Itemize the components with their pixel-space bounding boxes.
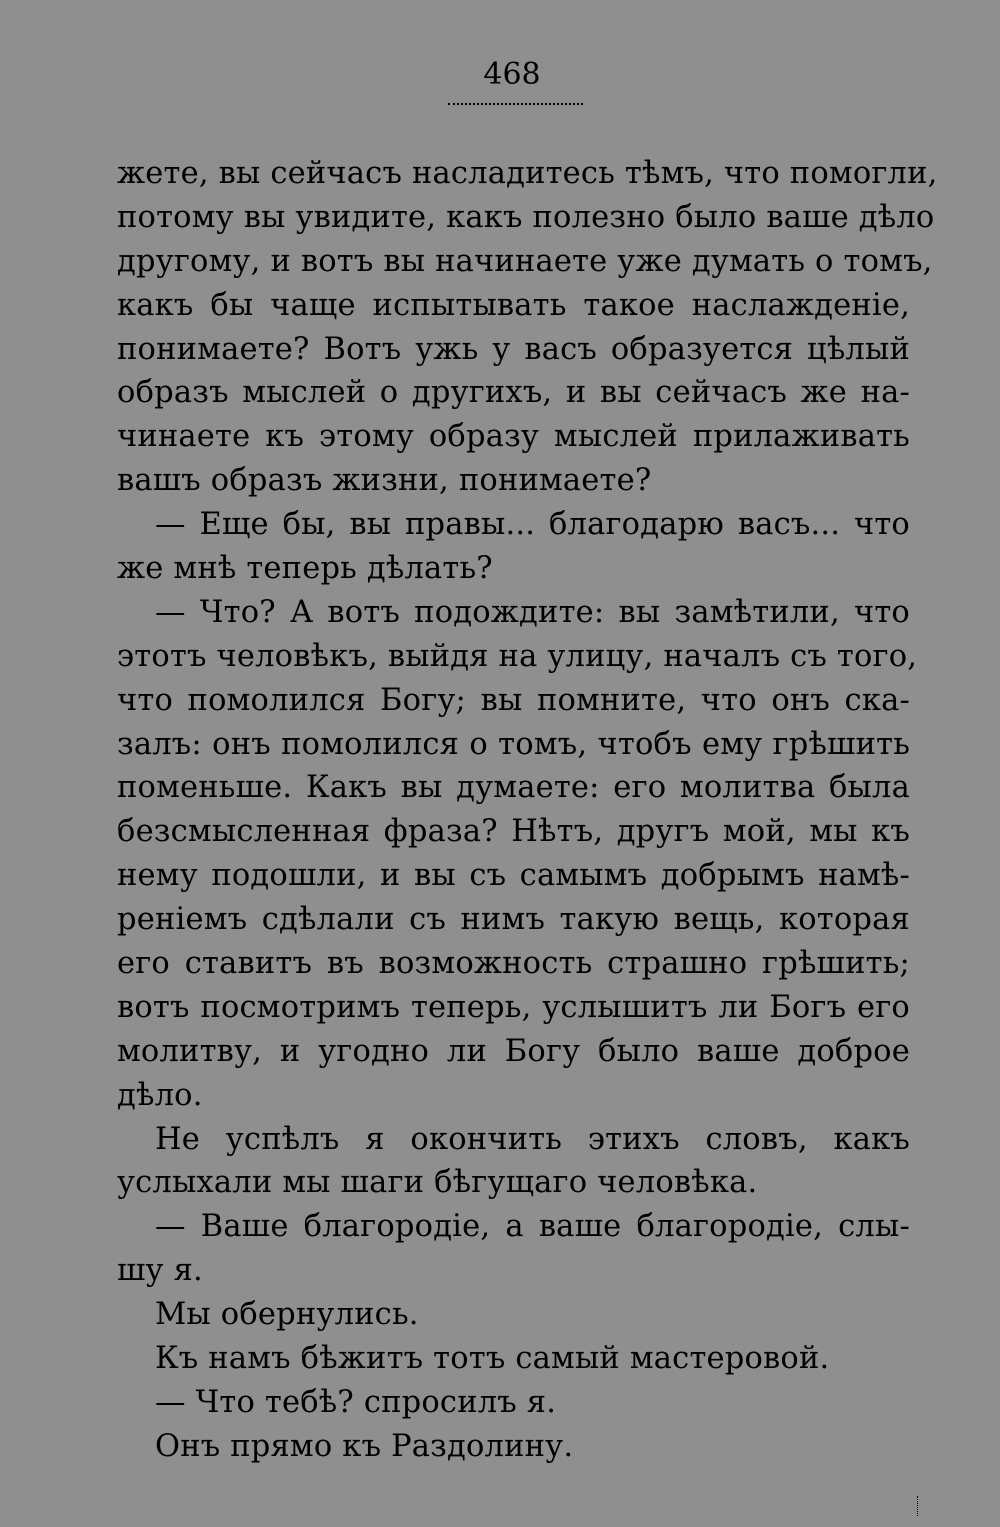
text-line: понимаете? Вотъ ужь у васъ образуется цѣлый xyxy=(117,331,910,367)
text-line: Онъ прямо къ Раздолину. xyxy=(155,1428,574,1464)
text-line: реніемъ сдѣлали съ нимъ такую вещь, которая xyxy=(117,902,910,938)
scan-mark xyxy=(917,1496,920,1516)
page-number-rule xyxy=(448,103,583,105)
text-line: дѣло. xyxy=(117,1077,203,1113)
text-line: жете, вы сейчасъ насладитесь тѣмъ, что помогли, xyxy=(117,156,938,191)
text-line: что помолился Богу; вы помните, что онъ ска- xyxy=(117,682,910,718)
text-line: какъ бы чаще испытывать такое наслажденіе, xyxy=(117,287,910,323)
text-line: вотъ посмотримъ теперь, услышитъ ли Богъ его xyxy=(117,989,910,1025)
text-line: вашъ образъ жизни, понимаете? xyxy=(117,463,652,499)
text-line: Мы обернулись. xyxy=(155,1297,419,1333)
text-line: образъ мыслей о другихъ, и вы сейчасъ же на- xyxy=(117,375,910,411)
text-line: чинаете къ этому образу мыслей прилаживать xyxy=(117,419,910,455)
text-line: — Ваше благородіе, а ваше благородіе, слы- xyxy=(155,1209,910,1245)
text-line: потому вы увидите, какъ полезно было ваше дѣло xyxy=(117,199,935,235)
text-line: нему подошли, и вы съ самымъ добрымъ намѣ- xyxy=(117,858,910,894)
text-line: — Еще бы, вы правы... благодарю васъ... что xyxy=(155,507,910,543)
text-line: услыхали мы шаги бѣгущаго человѣка. xyxy=(117,1165,758,1201)
text-line: другому, и вотъ вы начинаете уже думать о томъ, xyxy=(117,243,933,279)
text-line: Не успѣлъ я окончить этихъ словъ, какъ xyxy=(155,1121,910,1157)
text-line: залъ: онъ помолился о томъ, чтобъ ему грѣшить xyxy=(117,726,910,762)
text-line: его ставитъ въ возможность страшно грѣшить; xyxy=(117,946,910,982)
text-line: этотъ человѣкъ, выйдя на улицу, началъ съ того, xyxy=(117,638,918,674)
text-line: — Что? А вотъ подождите: вы замѣтили, что xyxy=(155,594,910,630)
page-number: 468 xyxy=(483,57,541,92)
text-line: поменьше. Какъ вы думаете: его молитва была xyxy=(117,770,910,806)
text-line: же мнѣ теперь дѣлать? xyxy=(117,551,493,587)
text-line: — Что тебѣ? спросилъ я. xyxy=(155,1384,557,1420)
text-line: Къ намъ бѣжитъ тотъ самый мастеровой. xyxy=(155,1341,830,1377)
text-line: безсмысленная фраза? Нѣтъ, другъ мой, мы къ xyxy=(117,814,910,850)
body-text xyxy=(117,152,938,1469)
text-line: шу я. xyxy=(117,1253,203,1289)
text-line: молитву, и угодно ли Богу было ваше доброе xyxy=(117,1033,910,1069)
